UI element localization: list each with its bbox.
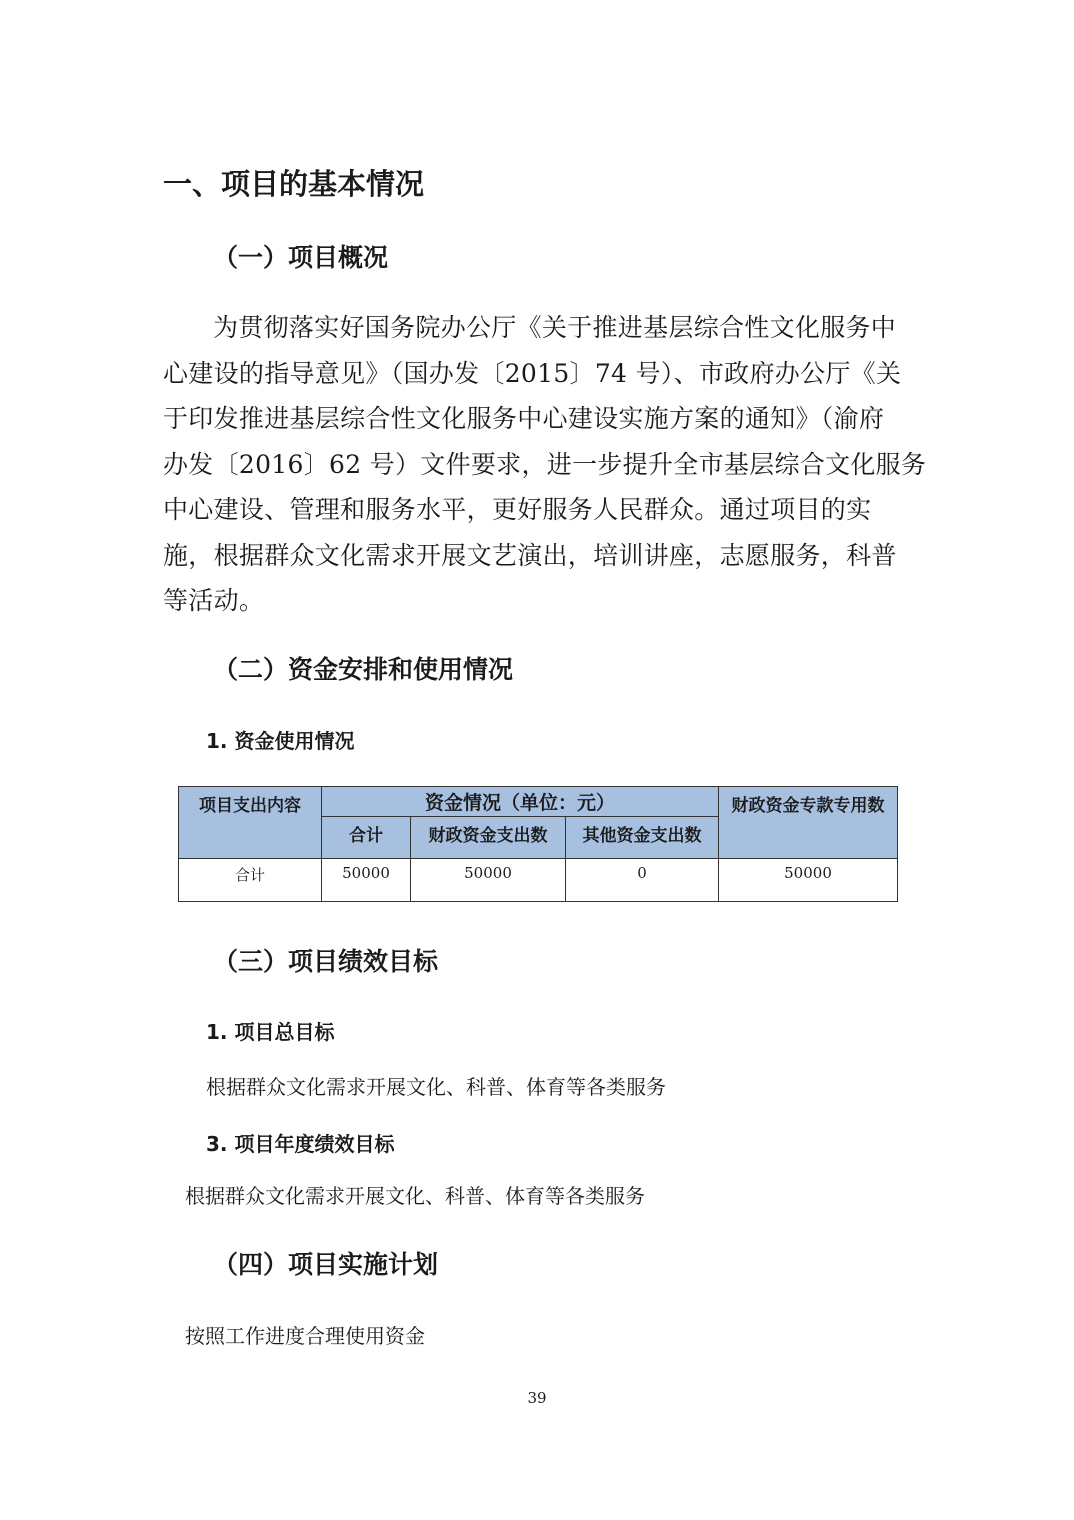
paragraph-line: 于印发推进基层综合性文化服务中心建设实施方案的通知》（渝府 [163, 404, 885, 433]
paragraph-line: 为贯彻落实好国务院办公厅《关于推进基层综合性文化服务中 [213, 313, 897, 342]
col-group-label: 资金情况（单位：元） [424, 792, 615, 814]
annual-goal-text: 根据群众文化需求开展文化、科普、体育等各类服务 [185, 1184, 645, 1208]
col-item-label: 项目支出内容 [199, 796, 301, 816]
sub-total-header [322, 817, 411, 859]
funding-heading: （二）资金安排和使用情况 [213, 655, 514, 684]
overview-paragraph [163, 305, 927, 624]
funding-table [178, 786, 898, 902]
goals-heading: （三）项目绩效目标 [213, 947, 439, 976]
paragraph-line: 等活动。 [163, 586, 265, 615]
sub-total-label: 合计 [349, 826, 383, 846]
sub-fiscal-label: 财政资金支出数 [428, 826, 548, 846]
paragraph-line: 施，根据群众文化需求开展文艺演出，培训讲座，志愿服务，科普 [163, 540, 897, 570]
overview-heading: （一）项目概况 [213, 243, 389, 272]
row-item: 合计 [179, 859, 322, 902]
paragraph-line: 中心建设、管理和服务水平，更好服务人民群众。通过项目的实 [163, 495, 872, 524]
row-total: 50000 [322, 859, 411, 902]
overall-goal-text: 根据群众文化需求开展文化、科普、体育等各类服务 [206, 1075, 666, 1099]
plan-heading: （四）项目实施计划 [213, 1250, 439, 1279]
funding-subheading: 1. 资金使用情况 [206, 729, 355, 753]
sub-other-header [566, 817, 719, 859]
plan-text: 按照工作进度合理使用资金 [185, 1324, 425, 1348]
page-number: 39 [527, 1389, 547, 1407]
sub-fiscal-header [411, 817, 566, 859]
paragraph-line: 办发〔2016〕62 号）文件要求，进一步提升全市基层综合文化服务 [163, 449, 927, 479]
col-special-label: 财政资金专款专用数 [731, 796, 885, 816]
paragraph-line: 心建设的指导意见》（国办发〔2015〕74 号）、市政府办公厅《关 [163, 358, 902, 388]
sub-other-label: 其他资金支出数 [582, 826, 702, 846]
annual-goal-heading: 3. 项目年度绩效目标 [206, 1132, 395, 1156]
table-row [179, 859, 898, 902]
row-fiscal: 50000 [411, 859, 566, 902]
col-special-header [719, 787, 898, 859]
row-special: 50000 [719, 859, 898, 902]
section-title: 一、项目的基本情况 [163, 167, 425, 201]
col-item-header [179, 787, 322, 859]
col-group-header [322, 787, 719, 817]
row-other: 0 [566, 859, 719, 902]
overall-goal-heading: 1. 项目总目标 [206, 1020, 335, 1044]
